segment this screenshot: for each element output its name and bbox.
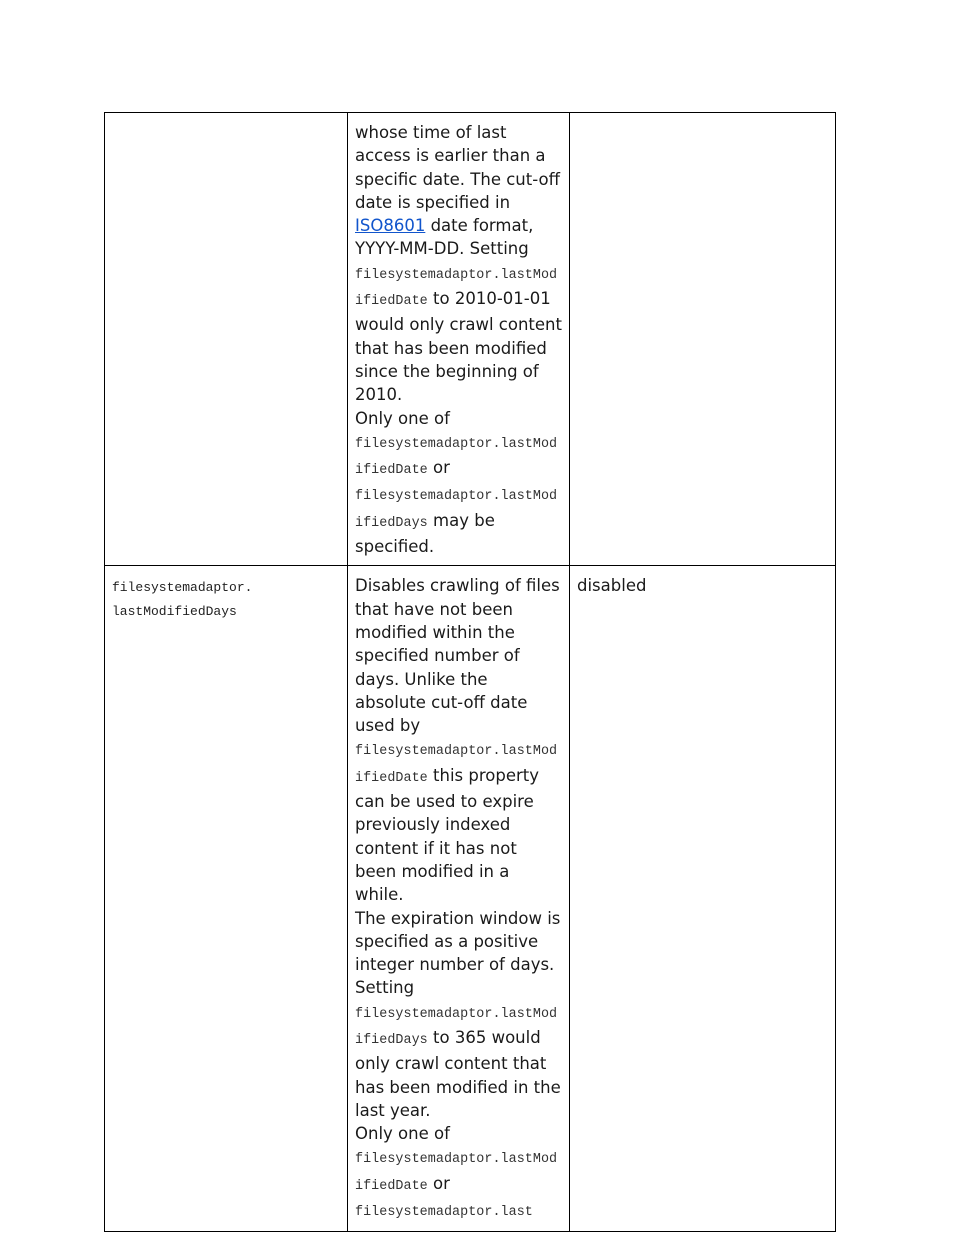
description-paragraph (355, 907, 562, 1000)
code-property-name: filesystemadaptor.lastModifiedDate (355, 267, 558, 310)
description-paragraph (355, 1122, 562, 1145)
property-name-cell (105, 566, 348, 1232)
table-row (105, 113, 836, 566)
description-text: or (427, 458, 450, 478)
code-property-name: filesystemadaptor.lastModifiedDays (355, 489, 558, 531)
description-text: to 365 would only crawl content that has been modified in the last year. (355, 1027, 561, 1120)
description-text: The expiration window is specified as a positive integer number of days. Setting (355, 908, 561, 998)
description-text: to 2010-01-01 would only crawl content that has been modified since the beginning of 2010. (355, 289, 562, 405)
property-description-cell (348, 113, 570, 566)
property-name-cell (105, 113, 348, 566)
description-text: Disables crawling of files that have not been modified within the specified number of days. Unlike the absolute cut-off date used by (355, 576, 560, 736)
property-default-cell (570, 566, 836, 1232)
code-property-name: filesystemadaptor.lastModifiedDate (355, 436, 558, 479)
property-description-cell (348, 566, 570, 1232)
property-default-cell (570, 113, 836, 566)
description-text: or (427, 1173, 450, 1193)
properties-table (104, 112, 836, 1232)
description-text: date format, YYYY-MM-DD. Setting (355, 216, 534, 259)
description-paragraph (355, 407, 562, 430)
description-text: whose time of last access is earlier than a specific date. The cut-off date is specified in (355, 123, 560, 212)
property-default-value: disabled (577, 576, 647, 596)
code-property-name: filesystemadaptor.lastModifiedDays (355, 1006, 558, 1048)
iso8601-link[interactable]: ISO8601 (355, 216, 426, 236)
code-property-name: filesystemadaptor.lastModifiedDate (355, 1152, 558, 1194)
table-row (105, 566, 836, 1232)
description-text: Only one of (355, 1124, 450, 1144)
code-property-name: filesystemadaptor.last (355, 1205, 533, 1221)
description-text: Only one of (355, 408, 450, 428)
description-text: this property can be used to expire previously indexed content if it has not been modified in a while. (355, 765, 540, 905)
description-text: may be specified. (355, 510, 495, 557)
property-name: filesystemadaptor. lastModifiedDays (112, 580, 253, 619)
code-property-name: filesystemadaptor.lastModifiedDate (355, 744, 558, 786)
